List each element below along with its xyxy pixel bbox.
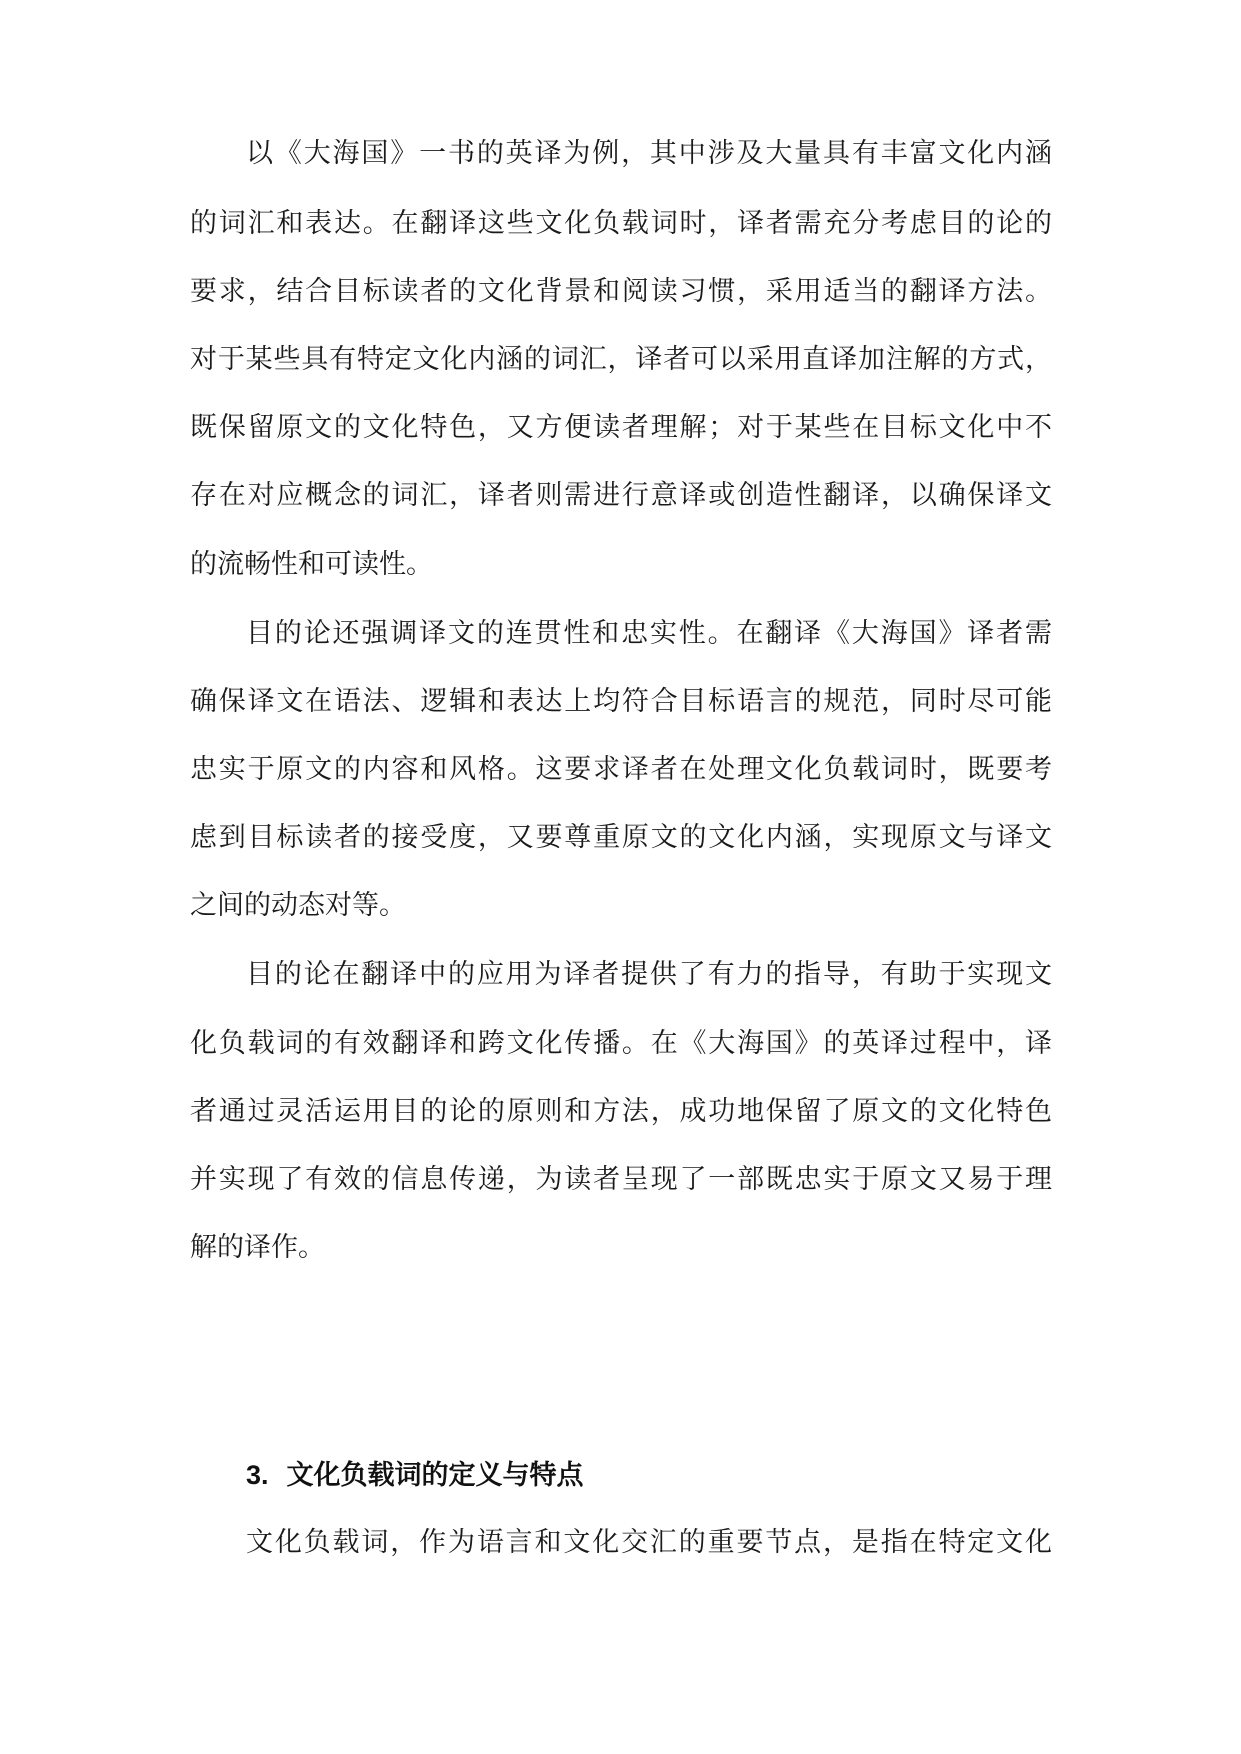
paragraph-3-line-2: 化负载词的有效翻译和跨文化传播。在《大海国》的英译过程中，译 xyxy=(190,1028,1052,1059)
paragraph-1-line-2: 的词汇和表达。在翻译这些文化负载词时，译者需充分考虑目的论的 xyxy=(190,208,1052,239)
paragraph-1-line-4: 对于某些具有特定文化内涵的词汇，译者可以采用直译加注解的方式， xyxy=(190,344,1052,375)
paragraph-3-line-1: 目的论在翻译中的应用为译者提供了有力的指导，有助于实现文 xyxy=(246,959,1052,990)
paragraph-1-line-3: 要求，结合目标读者的文化背景和阅读习惯，采用适当的翻译方法。 xyxy=(190,276,1052,307)
paragraph-1-line-5: 既保留原文的文化特色，又方便读者理解；对于某些在目标文化中不 xyxy=(190,412,1052,443)
section-title: 文化负载词的定义与特点 xyxy=(286,1460,584,1491)
paragraph-1-line-1: 以《大海国》一书的英译为例，其中涉及大量具有丰富文化内涵 xyxy=(246,138,1052,169)
paragraph-1-line-6: 存在对应概念的词汇，译者则需进行意译或创造性翻译，以确保译文 xyxy=(190,480,1052,511)
paragraph-2-line-5: 之间的动态对等。 xyxy=(190,890,406,921)
paragraph-3-line-5: 解的译作。 xyxy=(190,1232,325,1263)
paragraph-3-line-3: 者通过灵活运用目的论的原则和方法，成功地保留了原文的文化特色 xyxy=(190,1096,1052,1127)
paragraph-2-line-4: 虑到目标读者的接受度，又要尊重原文的文化内涵，实现原文与译文 xyxy=(190,822,1052,853)
paragraph-1-line-7: 的流畅性和可读性。 xyxy=(190,549,433,580)
section-number: 3. xyxy=(246,1460,269,1490)
paragraph-2-line-3: 忠实于原文的内容和风格。这要求译者在处理文化负载词时，既要考 xyxy=(190,754,1052,785)
paragraph-4-line-1: 文化负载词，作为语言和文化交汇的重要节点，是指在特定文化 xyxy=(246,1527,1052,1558)
paragraph-2-line-1: 目的论还强调译文的连贯性和忠实性。在翻译《大海国》译者需 xyxy=(246,618,1052,649)
paragraph-3-line-4: 并实现了有效的信息传递，为读者呈现了一部既忠实于原文又易于理 xyxy=(190,1164,1052,1195)
paragraph-2-line-2: 确保译文在语法、逻辑和表达上均符合目标语言的规范，同时尽可能 xyxy=(190,686,1052,717)
section-heading xyxy=(246,1455,584,1496)
